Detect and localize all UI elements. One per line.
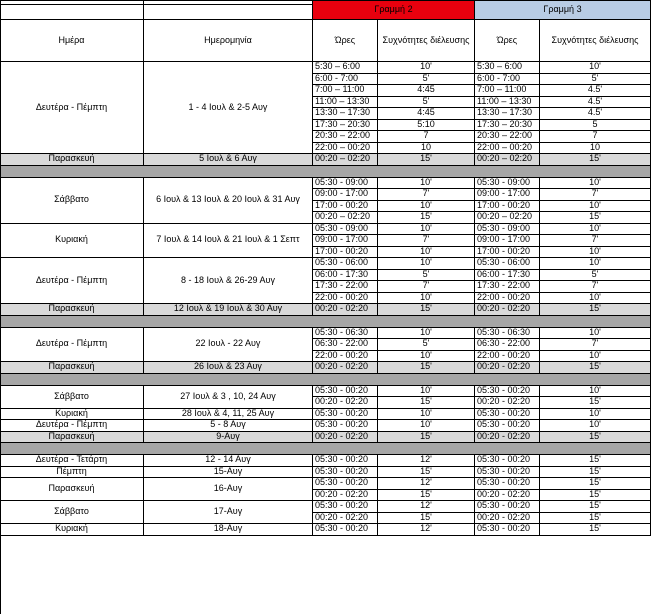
hours-line3-cell: 05:30 - 00:20: [475, 467, 540, 479]
date-cell: 12 - 14 Αυγ: [144, 455, 313, 467]
hours-line2-cell: 05:30 - 00:20: [313, 478, 378, 490]
blank-corner: [144, 5, 313, 20]
freq-line3-cell: 15': [540, 397, 651, 409]
freq-line2-cell: 7: [378, 131, 475, 143]
freq-line3-cell: 10': [540, 247, 651, 259]
freq-line2-cell: 15': [378, 397, 475, 409]
freq-line2-cell: 4:45: [378, 108, 475, 120]
hours-line2-cell: 05:30 - 09:00: [313, 224, 378, 236]
hours-line3-cell: 5:30 – 6:00: [475, 62, 540, 74]
hours-line2-cell: 05:30 - 00:20: [313, 501, 378, 513]
col-header-hours-line3: Ώρες: [475, 20, 540, 62]
freq-line3-cell: 15': [540, 501, 651, 513]
line3-header: Γραμμή 3: [475, 0, 651, 20]
separator-row: [0, 166, 651, 178]
date-cell: 17-Αυγ: [144, 501, 313, 524]
freq-line2-cell: 15': [378, 490, 475, 502]
freq-line3-cell: 7': [540, 189, 651, 201]
freq-line2-cell: 10': [378, 420, 475, 432]
day-cell: Δευτέρα - Πέμπτη: [0, 62, 144, 154]
hours-line3-cell: 7:00 – 11:00: [475, 85, 540, 97]
date-cell: 5 - 8 Αυγ: [144, 420, 313, 432]
hours-line2-cell: 05:30 - 06:00: [313, 258, 378, 270]
freq-line3-cell: 5': [540, 270, 651, 282]
hours-line3-cell: 22:00 - 00:20: [475, 351, 540, 363]
freq-line2-cell: 15': [378, 513, 475, 525]
freq-line2-cell: 10': [378, 224, 475, 236]
hours-line3-cell: 00:20 - 02:20: [475, 490, 540, 502]
line2-header: Γραμμή 2: [313, 0, 475, 20]
freq-line2-cell: 5:10: [378, 120, 475, 132]
hours-line3-cell: 05:30 - 00:20: [475, 478, 540, 490]
date-cell: 18-Αυγ: [144, 524, 313, 536]
day-cell: Δευτέρα - Τετάρτη: [0, 455, 144, 467]
freq-line2-cell: 5': [378, 97, 475, 109]
hours-line3-cell: 22:00 - 00:20: [475, 293, 540, 305]
hours-line2-cell: 09:00 - 17:00: [313, 235, 378, 247]
freq-line3-cell: 15': [540, 467, 651, 479]
hours-line3-cell: 00:20 - 02:20: [475, 362, 540, 374]
freq-line2-cell: 5': [378, 74, 475, 86]
date-cell: 6 Ιουλ & 13 Ιουλ & 20 Ιουλ & 31 Αυγ: [144, 178, 313, 224]
freq-line3-cell: 10: [540, 143, 651, 155]
hours-line3-cell: 05:30 - 06:30: [475, 328, 540, 340]
hours-line2-cell: 00:20 - 02:20: [313, 304, 378, 316]
freq-line3-cell: 7': [540, 339, 651, 351]
hours-line2-cell: 05:30 - 00:20: [313, 524, 378, 536]
freq-line2-cell: 10': [378, 258, 475, 270]
hours-line2-cell: 00:20 - 02:20: [313, 362, 378, 374]
day-cell: Παρασκευή: [0, 362, 144, 374]
hours-line3-cell: 06:00 - 17:30: [475, 270, 540, 282]
col-header-freq-line3: Συχνότητες διέλευσης: [540, 20, 651, 62]
hours-line3-cell: 09:00 - 17:00: [475, 189, 540, 201]
freq-line3-cell: 4.5': [540, 108, 651, 120]
day-cell: Παρασκευή: [0, 154, 144, 166]
hours-line2-cell: 17:00 - 00:20: [313, 201, 378, 213]
date-cell: 27 Ιουλ & 3 , 10, 24 Αυγ: [144, 386, 313, 409]
freq-line3-cell: 15': [540, 304, 651, 316]
freq-line3-cell: 15': [540, 362, 651, 374]
freq-line3-cell: 15': [540, 490, 651, 502]
day-cell: Παρασκευή: [0, 432, 144, 444]
hours-line3-cell: 17:00 - 00:20: [475, 247, 540, 259]
hours-line3-cell: 6:00 - 7:00: [475, 74, 540, 86]
freq-line2-cell: 7': [378, 189, 475, 201]
col-header-hours-line2: Ώρες: [313, 20, 378, 62]
hours-line2-cell: 05:30 - 09:00: [313, 178, 378, 190]
freq-line2-cell: 4:45: [378, 85, 475, 97]
date-cell: 16-Αυγ: [144, 478, 313, 501]
freq-line2-cell: 7': [378, 281, 475, 293]
hours-line3-cell: 17:30 - 22:00: [475, 281, 540, 293]
freq-line3-cell: 15': [540, 455, 651, 467]
hours-line2-cell: 05:30 - 00:20: [313, 455, 378, 467]
day-cell: Δευτέρα - Πέμπτη: [0, 420, 144, 432]
freq-line2-cell: 15': [378, 154, 475, 166]
freq-line3-cell: 15': [540, 212, 651, 224]
hours-line3-cell: 05:30 - 06:00: [475, 258, 540, 270]
date-cell: 22 Ιουλ - 22 Αυγ: [144, 328, 313, 363]
hours-line3-cell: 05:30 - 09:00: [475, 178, 540, 190]
freq-line3-cell: 7': [540, 235, 651, 247]
freq-line3-cell: 4.5': [540, 97, 651, 109]
separator-row: [0, 316, 651, 328]
date-cell: 5 Ιουλ & 6 Αυγ: [144, 154, 313, 166]
hours-line2-cell: 17:00 - 00:20: [313, 247, 378, 259]
day-cell: Σάββατο: [0, 178, 144, 224]
hours-line3-cell: 05:30 - 00:20: [475, 409, 540, 421]
hours-line2-cell: 22:00 – 00:20: [313, 143, 378, 155]
col-header-freq-line2: Συχνότητες διέλευσης: [378, 20, 475, 62]
freq-line2-cell: 10': [378, 178, 475, 190]
freq-line2-cell: 10': [378, 351, 475, 363]
hours-line2-cell: 13:30 – 17:30: [313, 108, 378, 120]
hours-line2-cell: 05:30 - 06:30: [313, 328, 378, 340]
freq-line2-cell: 5': [378, 339, 475, 351]
freq-line2-cell: 12': [378, 501, 475, 513]
freq-line2-cell: 12': [378, 455, 475, 467]
freq-line2-cell: 10': [378, 386, 475, 398]
hours-line2-cell: 7:00 – 11:00: [313, 85, 378, 97]
day-cell: Κυριακή: [0, 524, 144, 536]
hours-line3-cell: 11:00 – 13:30: [475, 97, 540, 109]
hours-line2-cell: 05:30 - 00:20: [313, 420, 378, 432]
hours-line3-cell: 00:20 – 02:20: [475, 212, 540, 224]
hours-line2-cell: 06:00 - 17:30: [313, 270, 378, 282]
hours-line2-cell: 11:00 – 13:30: [313, 97, 378, 109]
hours-line3-cell: 06:30 - 22:00: [475, 339, 540, 351]
freq-line2-cell: 15': [378, 362, 475, 374]
day-cell: Κυριακή: [0, 224, 144, 259]
freq-line3-cell: 10': [540, 201, 651, 213]
hours-line3-cell: 05:30 - 00:20: [475, 501, 540, 513]
freq-line3-cell: 5': [540, 74, 651, 86]
freq-line3-cell: 15': [540, 432, 651, 444]
separator-row: [0, 443, 651, 455]
freq-line3-cell: 4.5': [540, 85, 651, 97]
hours-line2-cell: 00:20 – 02:20: [313, 212, 378, 224]
hours-line3-cell: 09:00 - 17:00: [475, 235, 540, 247]
day-cell: Δευτέρα - Πέμπτη: [0, 258, 144, 304]
freq-line2-cell: 10': [378, 62, 475, 74]
hours-line2-cell: 00:20 - 02:20: [313, 490, 378, 502]
hours-line2-cell: 00:20 - 02:20: [313, 513, 378, 525]
freq-line2-cell: 10': [378, 328, 475, 340]
day-cell: Κυριακή: [0, 409, 144, 421]
hours-line2-cell: 22:00 - 00:20: [313, 351, 378, 363]
date-cell: 28 Ιουλ & 4, 11, 25 Αυγ: [144, 409, 313, 421]
day-cell: Πέμπτη: [0, 467, 144, 479]
freq-line3-cell: 15': [540, 154, 651, 166]
freq-line2-cell: 15': [378, 212, 475, 224]
hours-line3-cell: 20:30 – 22:00: [475, 131, 540, 143]
date-cell: 1 - 4 Ιουλ & 2-5 Αυγ: [144, 62, 313, 154]
hours-line2-cell: 00:20 - 02:20: [313, 432, 378, 444]
hours-line2-cell: 00:20 – 02:20: [313, 154, 378, 166]
hours-line3-cell: 00:20 – 02:20: [475, 154, 540, 166]
freq-line3-cell: 5: [540, 120, 651, 132]
hours-line2-cell: 22:00 - 00:20: [313, 293, 378, 305]
blank-corner: [0, 5, 144, 20]
date-cell: 7 Ιουλ & 14 Ιουλ & 21 Ιουλ & 1 Σεπτ: [144, 224, 313, 259]
col-header-date: Ημερομηνία: [144, 20, 313, 62]
freq-line2-cell: 15': [378, 304, 475, 316]
hours-line2-cell: 05:30 - 00:20: [313, 467, 378, 479]
freq-line2-cell: 10': [378, 293, 475, 305]
hours-line2-cell: 6:00 - 7:00: [313, 74, 378, 86]
hours-line2-cell: 5:30 – 6:00: [313, 62, 378, 74]
hours-line3-cell: 00:20 - 02:20: [475, 397, 540, 409]
freq-line2-cell: 12': [378, 524, 475, 536]
day-cell: Σάββατο: [0, 386, 144, 409]
hours-line3-cell: 17:00 - 00:20: [475, 201, 540, 213]
date-cell: 12 Ιουλ & 19 Ιουλ & 30 Αυγ: [144, 304, 313, 316]
hours-line2-cell: 17:30 - 22:00: [313, 281, 378, 293]
hours-line3-cell: 13:30 – 17:30: [475, 108, 540, 120]
hours-line3-cell: 05:30 - 00:20: [475, 420, 540, 432]
freq-line3-cell: 15': [540, 524, 651, 536]
hours-line3-cell: 00:20 - 02:20: [475, 432, 540, 444]
day-cell: Παρασκευή: [0, 304, 144, 316]
freq-line3-cell: 10': [540, 409, 651, 421]
hours-line2-cell: 06:30 - 22:00: [313, 339, 378, 351]
freq-line3-cell: 10': [540, 178, 651, 190]
hours-line3-cell: 05:30 - 00:20: [475, 455, 540, 467]
freq-line2-cell: 10: [378, 143, 475, 155]
freq-line3-cell: 10': [540, 293, 651, 305]
hours-line2-cell: 05:30 - 00:20: [313, 409, 378, 421]
day-cell: Σάββατο: [0, 501, 144, 524]
hours-line3-cell: 05:30 - 09:00: [475, 224, 540, 236]
hours-line2-cell: 00:20 - 02:20: [313, 397, 378, 409]
freq-line3-cell: 10': [540, 328, 651, 340]
freq-line3-cell: 10': [540, 224, 651, 236]
date-cell: 8 - 18 Ιουλ & 26-29 Αυγ: [144, 258, 313, 304]
day-cell: Παρασκευή: [0, 478, 144, 501]
hours-line2-cell: 05:30 - 00:20: [313, 386, 378, 398]
freq-line3-cell: 10': [540, 420, 651, 432]
freq-line3-cell: 15': [540, 513, 651, 525]
freq-line3-cell: 10': [540, 62, 651, 74]
hours-line3-cell: 05:30 - 00:20: [475, 386, 540, 398]
day-cell: Δευτέρα - Πέμπτη: [0, 328, 144, 363]
freq-line3-cell: 7: [540, 131, 651, 143]
date-cell: 26 Ιουλ & 23 Αυγ: [144, 362, 313, 374]
freq-line2-cell: 15': [378, 467, 475, 479]
freq-line2-cell: 10': [378, 409, 475, 421]
freq-line2-cell: 5': [378, 270, 475, 282]
freq-line3-cell: 15': [540, 478, 651, 490]
freq-line2-cell: 7': [378, 235, 475, 247]
hours-line3-cell: 22:00 – 00:20: [475, 143, 540, 155]
freq-line2-cell: 12': [378, 478, 475, 490]
hours-line3-cell: 17:30 – 20:30: [475, 120, 540, 132]
separator-row: [0, 374, 651, 386]
date-cell: 9-Αυγ: [144, 432, 313, 444]
freq-line2-cell: 10': [378, 247, 475, 259]
date-cell: 15-Αυγ: [144, 467, 313, 479]
hours-line3-cell: 00:20 - 02:20: [475, 513, 540, 525]
freq-line3-cell: 10': [540, 258, 651, 270]
freq-line3-cell: 10': [540, 351, 651, 363]
freq-line2-cell: 15': [378, 432, 475, 444]
freq-line3-cell: 10': [540, 386, 651, 398]
hours-line3-cell: 00:20 - 02:20: [475, 304, 540, 316]
col-header-day: Ημέρα: [0, 20, 144, 62]
hours-line2-cell: 17:30 – 20:30: [313, 120, 378, 132]
freq-line3-cell: 7': [540, 281, 651, 293]
hours-line2-cell: 20:30 – 22:00: [313, 131, 378, 143]
freq-line2-cell: 10': [378, 201, 475, 213]
hours-line3-cell: 05:30 - 00:20: [475, 524, 540, 536]
hours-line2-cell: 09:00 - 17:00: [313, 189, 378, 201]
